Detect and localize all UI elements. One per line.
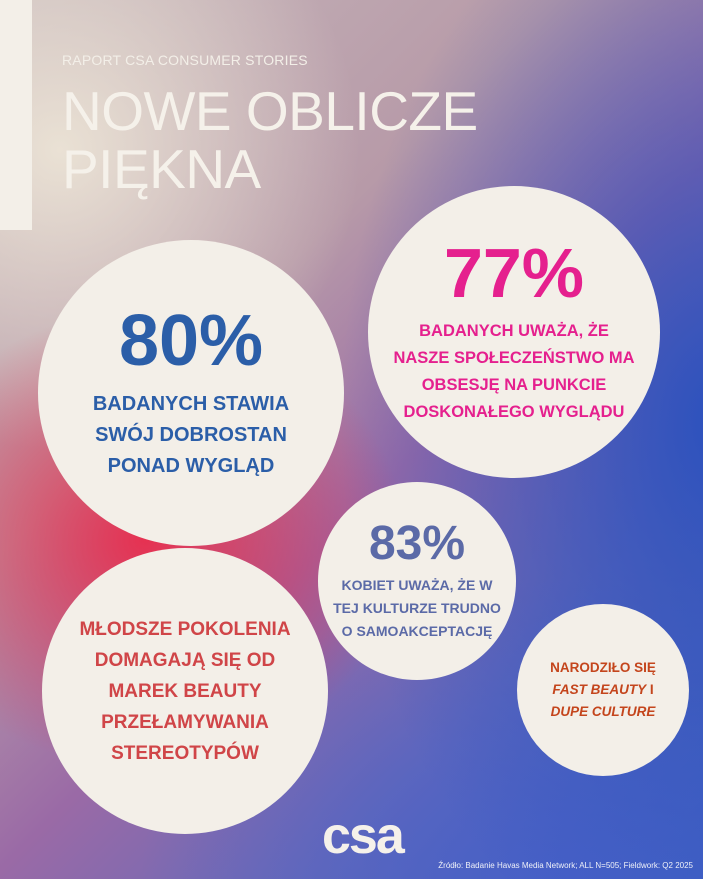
stat-bubble-83 [318, 482, 516, 680]
csa-logo: csa [322, 807, 403, 865]
insight-bubble-young [42, 548, 328, 834]
source-note: Źródło: Badanie Havas Media Network; ALL N=505; Fieldwork: Q2 2025 [438, 861, 693, 870]
side-accent-bar [0, 0, 32, 230]
insight-text-young: MŁODSZE POKOLENIA DOMAGAJĄ SIĘ OD MAREK BEAUTY PRZEŁAMYWANIA STEREOTYPÓW [79, 618, 291, 764]
stat-text-80: BADANYCH STAWIA SWÓJ DOBROSTAN PONAD WYGLĄD [92, 392, 290, 477]
fast-line-3: DUPE CULTURE [550, 704, 656, 719]
page-title [62, 82, 478, 198]
stat-value-77: 77% [443, 234, 585, 312]
title-line-1: NOWE OBLICZE [62, 80, 478, 142]
fast-italic: FAST BEAUTY [552, 682, 647, 697]
stat-bubble-77 [368, 186, 660, 478]
insight-bubble-fast-beauty [517, 604, 689, 776]
stat-value-83: 83% [368, 516, 466, 570]
insight-text-fast-beauty [528, 657, 678, 723]
stat-text-77: BADANYCH UWAŻA, ŻE NASZE SPOŁECZEŃSTWO MA OBSESJĘ NA PUNKCIE DOSKONAŁEGO WYGLĄDU [393, 322, 635, 421]
fast-connector: I [649, 682, 654, 697]
stat-bubble-80 [38, 240, 344, 546]
report-label: RAPORT CSA CONSUMER STORIES [62, 52, 308, 68]
fast-line-1: NARODZIŁO SIĘ [550, 660, 656, 675]
stat-text-83: KOBIET UWAŻA, ŻE W TEJ KULTURZE TRUDNO O SAMOAKCEPTACJĘ [333, 576, 501, 639]
stat-value-80: 80% [118, 300, 264, 381]
title-line-2: PIĘKNA [62, 138, 261, 200]
